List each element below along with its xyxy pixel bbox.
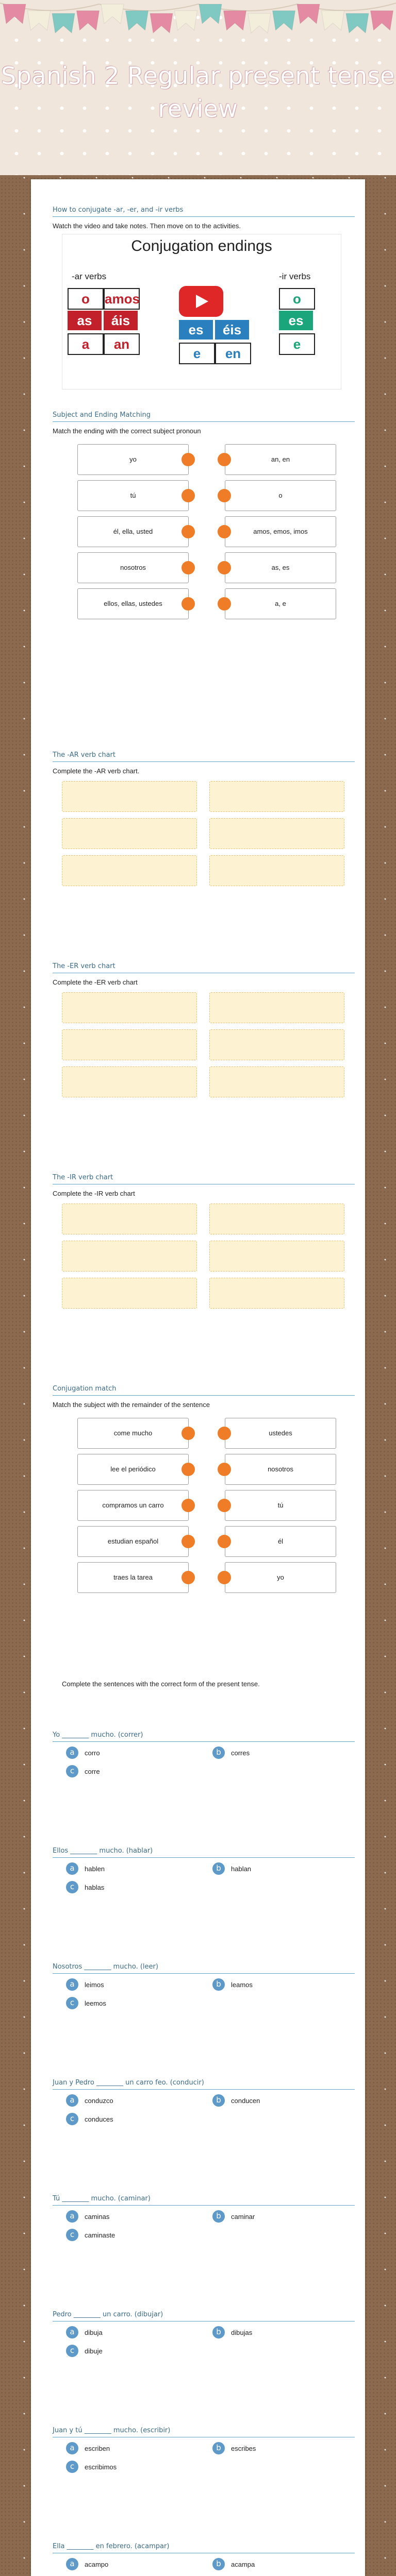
match-left-item[interactable]: estudian español (77, 1526, 189, 1557)
match-connector-dot[interactable] (182, 489, 195, 502)
match-connector-dot[interactable] (218, 597, 231, 611)
section-title: Subject and Ending Matching (53, 411, 355, 422)
page-title-line-1: Spanish 2 Regular present tense (1, 62, 395, 90)
answer-option-b[interactable] (212, 2094, 336, 2108)
video-cell: es (279, 311, 313, 330)
match-left-item[interactable]: traes la tarea (77, 1562, 189, 1593)
bunting-flag (248, 13, 271, 33)
match-right-item[interactable]: él (225, 1526, 336, 1557)
section-instructions: Watch the video and take notes. Then move on to the activities. (53, 222, 241, 230)
bunting-flag (199, 4, 222, 24)
match-connector-dot[interactable] (182, 525, 195, 538)
answer-option-c[interactable] (66, 2461, 190, 2474)
video-left-label: -ar verbs (72, 272, 107, 281)
match-row (77, 552, 335, 583)
question-block (53, 1731, 355, 1803)
option-letter-badge: a (66, 1747, 78, 1759)
worksheet (31, 179, 365, 2576)
match-connector-dot[interactable] (218, 1571, 231, 1584)
match-connector-dot[interactable] (182, 561, 195, 574)
question-prompt: Yo ________ mucho. (correr) (53, 1731, 355, 1742)
option-letter-badge: c (66, 2113, 78, 2125)
chart-row (62, 855, 343, 886)
option-text: dibuja (85, 2329, 103, 2336)
match-connector-dot[interactable] (218, 489, 231, 502)
video-cell: an (104, 333, 140, 355)
option-letter-badge: b (212, 1978, 225, 1991)
video-cell: en (215, 343, 251, 364)
match-left-item[interactable]: come mucho (77, 1418, 189, 1449)
bunting-flag (224, 11, 246, 30)
match-connector-dot[interactable] (182, 1427, 195, 1440)
chart-input-cell[interactable] (209, 1204, 344, 1234)
ar-chart-section (53, 751, 355, 906)
option-text: leamos (231, 1981, 253, 1989)
option-letter-badge: a (66, 2210, 78, 2223)
option-letter-badge: a (66, 2442, 78, 2454)
video-cell: áis (104, 311, 138, 330)
video-cell: amos (104, 288, 140, 310)
chart-input-cell[interactable] (62, 855, 197, 886)
option-text: hablas (85, 1884, 105, 1891)
option-letter-badge: c (66, 1765, 78, 1777)
bunting-rope (0, 3, 396, 11)
match-right-item[interactable]: a, e (225, 588, 336, 619)
video-cell: es (179, 320, 213, 340)
match-right-item[interactable]: amos, emos, imos (225, 516, 336, 547)
answer-option-c[interactable] (66, 2229, 190, 2242)
match-right-item[interactable]: as, es (225, 552, 336, 583)
answer-option-a[interactable] (66, 2094, 190, 2108)
match-connector-dot[interactable] (218, 561, 231, 574)
question-block (53, 2195, 355, 2267)
bunting-flag (28, 11, 51, 30)
option-text: corre (85, 1768, 100, 1775)
question-block (53, 1847, 355, 1919)
match-right-item[interactable]: yo (225, 1562, 336, 1593)
option-text: leemos (85, 1999, 106, 2007)
option-letter-badge: b (212, 1747, 225, 1759)
option-text: caminas (85, 2213, 110, 2221)
option-text: hablan (231, 1865, 252, 1873)
option-text: caminaste (85, 2231, 116, 2239)
question-prompt: Ella ________ en febrero. (acampar) (53, 2543, 355, 2553)
answer-option-c[interactable] (66, 1765, 190, 1778)
option-text: conducen (231, 2097, 260, 2105)
chart-row (62, 818, 343, 849)
section-title: The -AR verb chart (53, 751, 355, 762)
question-prompt: Pedro ________ un carro. (dibujar) (53, 2311, 355, 2321)
ir-chart-section (53, 1174, 355, 1328)
chart-input-cell[interactable] (62, 818, 197, 849)
match-connector-dot[interactable] (182, 597, 195, 611)
bunting-flag (175, 11, 197, 30)
section-instructions: Complete the -ER verb chart (53, 978, 138, 986)
chart-input-cell[interactable] (62, 1241, 197, 1272)
option-text: acampo (85, 2561, 109, 2568)
question-block (53, 2543, 355, 2576)
question-block (53, 2427, 355, 2499)
option-text: conduces (85, 2115, 113, 2123)
option-letter-badge: b (212, 1862, 225, 1875)
video-right-label: -ir verbs (279, 272, 311, 281)
chart-input-cell[interactable] (209, 818, 344, 849)
video-player[interactable] (62, 234, 341, 389)
answer-option-c[interactable] (66, 1881, 190, 1894)
video-cell: éis (215, 320, 249, 340)
chart-input-cell[interactable] (62, 1066, 197, 1097)
header-banner (0, 0, 396, 175)
answer-option-b[interactable] (212, 2326, 336, 2340)
video-cell: as (68, 311, 102, 330)
match-row (77, 516, 335, 547)
question-block (53, 2079, 355, 2151)
answer-option-a[interactable] (66, 1747, 190, 1760)
match-left-item[interactable]: yo (77, 444, 189, 475)
bunting-flag (77, 11, 100, 30)
match-left-item[interactable]: lee el periódico (77, 1454, 189, 1485)
video-cell: o (68, 288, 104, 310)
match-connector-dot[interactable] (182, 1571, 195, 1584)
option-letter-badge: c (66, 2461, 78, 2473)
match-right-item[interactable]: o (225, 480, 336, 511)
match-row (77, 480, 335, 511)
option-text: dibujas (231, 2329, 253, 2336)
match-row (77, 1490, 335, 1521)
chart-input-cell[interactable] (62, 1204, 197, 1234)
answer-option-a[interactable] (66, 2442, 190, 2455)
answer-option-c[interactable] (66, 2113, 190, 2126)
chart-row (62, 1241, 343, 1272)
chart-input-cell[interactable] (209, 855, 344, 886)
match-connector-dot[interactable] (182, 1463, 195, 1476)
chart-input-cell[interactable] (209, 1029, 344, 1060)
option-letter-badge: b (212, 2326, 225, 2338)
section-instructions: Complete the -IR verb chart (53, 1190, 135, 1197)
match-right-item[interactable]: nosotros (225, 1454, 336, 1485)
sentences-instructions: Complete the sentences with the correct form of the present tense. (62, 1680, 260, 1688)
option-text: escribimos (85, 2463, 117, 2471)
section-title: How to conjugate -ar, -er, and -ir verbs (53, 206, 355, 217)
option-text: dibuje (85, 2347, 103, 2355)
match-left-item[interactable]: ellos, ellas, ustedes (77, 588, 189, 619)
chart-row (62, 781, 343, 812)
bunting-flag (273, 11, 295, 30)
bunting-flag (126, 11, 148, 30)
option-text: corres (231, 1749, 250, 1757)
er-chart-section (53, 962, 355, 1117)
chart-input-cell[interactable] (62, 1278, 197, 1309)
chart-input-cell[interactable] (62, 1029, 197, 1060)
answer-option-c[interactable] (66, 2345, 190, 2358)
answer-option-a[interactable] (66, 2326, 190, 2340)
play-icon[interactable] (179, 286, 223, 317)
chart-row (62, 1029, 343, 1060)
video-cell: e (179, 343, 215, 364)
answer-option-c[interactable] (66, 1997, 190, 2010)
chart-input-cell[interactable] (62, 992, 197, 1023)
match-row (77, 444, 335, 475)
match-left-item[interactable]: él, ella, usted (77, 516, 189, 547)
option-text: leimos (85, 1981, 104, 1989)
option-text: hablen (85, 1865, 105, 1873)
video-section (53, 206, 355, 389)
question-block (53, 2311, 355, 2383)
match-connector-dot[interactable] (182, 1535, 195, 1548)
option-text: escribes (231, 2445, 256, 2452)
chart-input-cell[interactable] (209, 1066, 344, 1097)
video-heading: Conjugation endings (131, 238, 272, 255)
match-right-item[interactable]: ustedes (225, 1418, 336, 1449)
section-instructions: Match the subject with the remainder of the sentence (53, 1401, 210, 1409)
match-connector-dot[interactable] (182, 1499, 195, 1512)
section-title: Conjugation match (53, 1385, 355, 1396)
chart-input-cell[interactable] (209, 1241, 344, 1272)
bunting-decoration (0, 0, 396, 57)
option-letter-badge: c (66, 2229, 78, 2241)
answer-option-a[interactable] (66, 1862, 190, 1876)
answer-option-b[interactable] (212, 1862, 336, 1876)
option-letter-badge: b (212, 2210, 225, 2223)
section-title: The -ER verb chart (53, 962, 355, 973)
match-right-item[interactable]: an, en (225, 444, 336, 475)
chart-row (62, 1278, 343, 1309)
match-left-item[interactable]: tú (77, 480, 189, 511)
chart-input-cell[interactable] (209, 1278, 344, 1309)
question-prompt: Ellos ________ mucho. (hablar) (53, 1847, 355, 1858)
bunting-flag (322, 11, 344, 30)
match-row (77, 1454, 335, 1485)
bunting-flag (371, 11, 393, 30)
option-text: corro (85, 1749, 100, 1757)
bunting-flag (150, 13, 173, 33)
option-letter-badge: b (212, 2094, 225, 2107)
chart-row (62, 1066, 343, 1097)
chart-input-cell[interactable] (209, 992, 344, 1023)
answer-option-b[interactable] (212, 1747, 336, 1760)
match-connector-dot[interactable] (218, 1535, 231, 1548)
question-block (53, 1963, 355, 2035)
chart-input-cell[interactable] (209, 781, 344, 812)
bunting-flag (101, 4, 124, 24)
section-title: The -IR verb chart (53, 1174, 355, 1184)
answer-option-b[interactable] (212, 2558, 336, 2571)
option-letter-badge: b (212, 2442, 225, 2454)
answer-option-b[interactable] (212, 2210, 336, 2224)
match-left-item[interactable]: nosotros (77, 552, 189, 583)
match-row (77, 588, 335, 619)
video-cell: a (68, 333, 104, 355)
question-prompt: Juan y Pedro ________ un carro feo. (conducir) (53, 2079, 355, 2090)
answer-option-a[interactable] (66, 2210, 190, 2224)
option-letter-badge: c (66, 1881, 78, 1893)
video-cell: o (279, 288, 315, 310)
match-connector-dot[interactable] (218, 1499, 231, 1512)
matching-section (53, 411, 355, 638)
bunting-flag (52, 13, 75, 33)
answer-option-b[interactable] (212, 1978, 336, 1992)
chart-row (62, 1204, 343, 1234)
match-row (77, 1562, 335, 1593)
match-connector-dot[interactable] (218, 1463, 231, 1476)
match-connector-dot[interactable] (218, 1427, 231, 1440)
chart-row (62, 992, 343, 1023)
option-letter-badge: a (66, 2326, 78, 2338)
option-text: conduzco (85, 2097, 113, 2105)
match-connector-dot[interactable] (218, 453, 231, 466)
match-right-item[interactable]: tú (225, 1490, 336, 1521)
page-title (0, 59, 396, 125)
chart-input-cell[interactable] (62, 781, 197, 812)
match-connector-dot[interactable] (182, 453, 195, 466)
answer-option-b[interactable] (212, 2442, 336, 2455)
question-prompt: Tú ________ mucho. (caminar) (53, 2195, 355, 2206)
option-letter-badge: c (66, 1997, 78, 2009)
match-row (77, 1418, 335, 1449)
option-letter-badge: a (66, 2558, 78, 2570)
bunting-flag (297, 4, 320, 24)
option-letter-badge: c (66, 2345, 78, 2357)
section-instructions: Complete the -AR verb chart. (53, 767, 140, 775)
option-text: escriben (85, 2445, 110, 2452)
conjugation-match-section (53, 1385, 355, 1612)
option-letter-badge: b (212, 2558, 225, 2570)
match-left-item[interactable]: compramos un carro (77, 1490, 189, 1521)
question-prompt: Nosotros ________ mucho. (leer) (53, 1963, 355, 1974)
option-letter-badge: a (66, 1862, 78, 1875)
question-prompt: Juan y tú ________ mucho. (escribir) (53, 2427, 355, 2437)
section-instructions: Match the ending with the correct subject pronoun (53, 427, 201, 435)
match-row (77, 1526, 335, 1557)
match-connector-dot[interactable] (218, 525, 231, 538)
page-title-line-2: review (158, 95, 238, 123)
bunting-flag (3, 4, 26, 24)
video-cell: e (279, 333, 315, 355)
option-letter-badge: a (66, 2094, 78, 2107)
option-text: acampa (231, 2561, 255, 2568)
answer-option-a[interactable] (66, 2558, 190, 2571)
option-letter-badge: a (66, 1978, 78, 1991)
answer-option-a[interactable] (66, 1978, 190, 1992)
bunting-flag (346, 13, 369, 33)
option-text: caminar (231, 2213, 255, 2221)
